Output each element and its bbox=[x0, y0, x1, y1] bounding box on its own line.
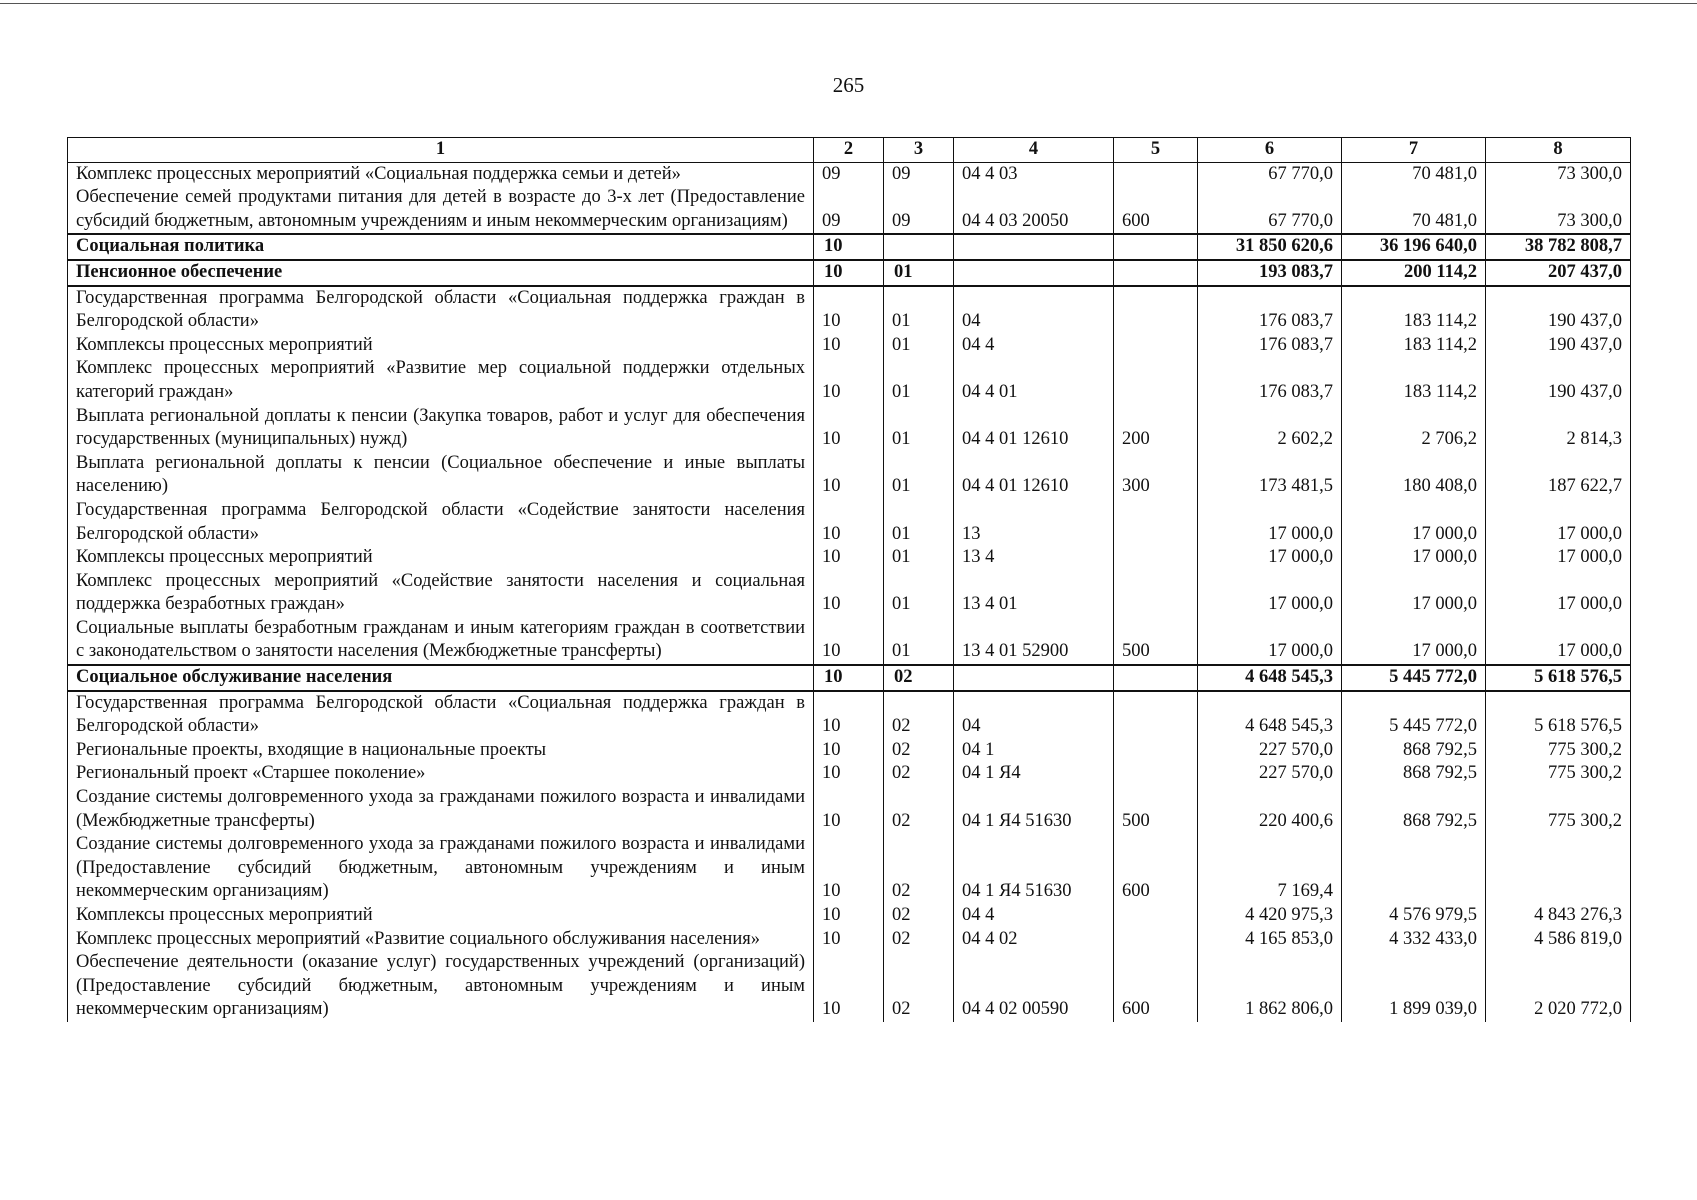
row-name: Создание системы долговременного ухода за гражданами пожилого возраста и инвалидами (Предоставление субсидий бюджетным, автономным учреждениям и иным некоммерческим организациям) bbox=[68, 833, 814, 904]
expense-type-code bbox=[1114, 928, 1198, 952]
table-row bbox=[68, 928, 1631, 952]
amount-col-8: 4 586 819,0 bbox=[1486, 928, 1631, 952]
amount-col-6: 31 850 620,6 bbox=[1198, 234, 1342, 260]
section-code: 10 bbox=[814, 691, 884, 739]
amount-col-8: 17 000,0 bbox=[1486, 499, 1631, 546]
subsection-code: 09 bbox=[884, 162, 954, 186]
target-article-code: 04 4 01 12610 bbox=[954, 405, 1114, 452]
row-name: Создание системы долговременного ухода за гражданами пожилого возраста и инвалидами (Межбюджетные трансферты) bbox=[68, 786, 814, 833]
table-body bbox=[68, 162, 1631, 1022]
table-row bbox=[68, 357, 1631, 404]
target-article-code: 04 4 bbox=[954, 904, 1114, 928]
row-name: Социальная политика bbox=[68, 234, 814, 260]
amount-col-6: 17 000,0 bbox=[1198, 570, 1342, 617]
table-row bbox=[68, 691, 1631, 739]
amount-col-8: 2 020 772,0 bbox=[1486, 951, 1631, 1022]
header-cell: 3 bbox=[884, 138, 954, 163]
amount-col-7: 200 114,2 bbox=[1342, 260, 1486, 286]
amount-col-7: 183 114,2 bbox=[1342, 357, 1486, 404]
amount-col-7: 17 000,0 bbox=[1342, 499, 1486, 546]
header-cell: 8 bbox=[1486, 138, 1631, 163]
section-row bbox=[68, 260, 1631, 286]
row-name: Государственная программа Белгородской области «Содействие занятости населения Белгородской области» bbox=[68, 499, 814, 546]
amount-col-7: 17 000,0 bbox=[1342, 570, 1486, 617]
section-row bbox=[68, 665, 1631, 691]
expense-type-code bbox=[1114, 499, 1198, 546]
amount-col-8: 73 300,0 bbox=[1486, 186, 1631, 234]
amount-col-7: 4 332 433,0 bbox=[1342, 928, 1486, 952]
amount-col-6: 173 481,5 bbox=[1198, 452, 1342, 499]
target-article-code: 13 4 01 52900 bbox=[954, 617, 1114, 665]
expense-type-code bbox=[1114, 904, 1198, 928]
section-code: 10 bbox=[814, 286, 884, 334]
row-name: Региональные проекты, входящие в национальные проекты bbox=[68, 739, 814, 763]
subsection-code: 01 bbox=[884, 499, 954, 546]
amount-col-7: 70 481,0 bbox=[1342, 162, 1486, 186]
row-name: Пенсионное обеспечение bbox=[68, 260, 814, 286]
target-article-code: 04 4 03 20050 bbox=[954, 186, 1114, 234]
section-code: 10 bbox=[814, 234, 884, 260]
amount-col-6: 4 165 853,0 bbox=[1198, 928, 1342, 952]
subsection-code: 01 bbox=[884, 405, 954, 452]
expense-type-code bbox=[1114, 286, 1198, 334]
subsection-code: 01 bbox=[884, 570, 954, 617]
table-row bbox=[68, 334, 1631, 358]
target-article-code: 04 4 02 00590 bbox=[954, 951, 1114, 1022]
amount-col-6: 17 000,0 bbox=[1198, 546, 1342, 570]
header-row bbox=[68, 138, 1631, 163]
table-row bbox=[68, 186, 1631, 234]
budget-table bbox=[67, 137, 1631, 1022]
amount-col-8: 207 437,0 bbox=[1486, 260, 1631, 286]
table-row bbox=[68, 833, 1631, 904]
target-article-code: 04 4 01 bbox=[954, 357, 1114, 404]
amount-col-7: 36 196 640,0 bbox=[1342, 234, 1486, 260]
target-article-code: 04 1 Я4 bbox=[954, 762, 1114, 786]
expense-type-code bbox=[1114, 665, 1198, 691]
amount-col-6: 4 648 545,3 bbox=[1198, 665, 1342, 691]
amount-col-8: 17 000,0 bbox=[1486, 617, 1631, 665]
header-cell: 6 bbox=[1198, 138, 1342, 163]
row-name: Государственная программа Белгородской области «Социальная поддержка граждан в Белгородской области» bbox=[68, 286, 814, 334]
amount-col-8: 190 437,0 bbox=[1486, 334, 1631, 358]
table-row bbox=[68, 762, 1631, 786]
target-article-code: 04 1 Я4 51630 bbox=[954, 833, 1114, 904]
amount-col-7: 868 792,5 bbox=[1342, 739, 1486, 763]
expense-type-code bbox=[1114, 260, 1198, 286]
expense-type-code bbox=[1114, 546, 1198, 570]
table-row bbox=[68, 405, 1631, 452]
subsection-code: 02 bbox=[884, 928, 954, 952]
amount-col-8 bbox=[1486, 833, 1631, 904]
row-name: Комплекс процессных мероприятий «Содействие занятости населения и социальная поддержка безработных граждан» bbox=[68, 570, 814, 617]
expense-type-code bbox=[1114, 570, 1198, 617]
subsection-code: 02 bbox=[884, 691, 954, 739]
subsection-code: 09 bbox=[884, 186, 954, 234]
amount-col-6: 176 083,7 bbox=[1198, 334, 1342, 358]
section-code: 10 bbox=[814, 665, 884, 691]
subsection-code: 01 bbox=[884, 617, 954, 665]
table-row bbox=[68, 499, 1631, 546]
amount-col-8: 73 300,0 bbox=[1486, 162, 1631, 186]
target-article-code bbox=[954, 234, 1114, 260]
table-row bbox=[68, 546, 1631, 570]
amount-col-7: 17 000,0 bbox=[1342, 546, 1486, 570]
amount-col-6: 17 000,0 bbox=[1198, 499, 1342, 546]
section-code: 10 bbox=[814, 499, 884, 546]
amount-col-8: 5 618 576,5 bbox=[1486, 691, 1631, 739]
amount-col-8: 190 437,0 bbox=[1486, 357, 1631, 404]
target-article-code: 04 4 bbox=[954, 334, 1114, 358]
row-name: Комплекс процессных мероприятий «Социальная поддержка семьи и детей» bbox=[68, 162, 814, 186]
amount-col-8: 17 000,0 bbox=[1486, 546, 1631, 570]
amount-col-6: 227 570,0 bbox=[1198, 762, 1342, 786]
expense-type-code bbox=[1114, 739, 1198, 763]
expense-type-code: 600 bbox=[1114, 186, 1198, 234]
row-name: Социальные выплаты безработным гражданам и иным категориям граждан в соответствии с законодательством о занятости населения (Межбюджетные трансферты) bbox=[68, 617, 814, 665]
table-row bbox=[68, 286, 1631, 334]
expense-type-code: 500 bbox=[1114, 786, 1198, 833]
expense-type-code: 600 bbox=[1114, 833, 1198, 904]
table-row bbox=[68, 162, 1631, 186]
amount-col-6: 1 862 806,0 bbox=[1198, 951, 1342, 1022]
amount-col-6: 176 083,7 bbox=[1198, 286, 1342, 334]
section-code: 10 bbox=[814, 904, 884, 928]
amount-col-7: 1 899 039,0 bbox=[1342, 951, 1486, 1022]
section-code: 10 bbox=[814, 786, 884, 833]
section-code: 10 bbox=[814, 452, 884, 499]
subsection-code: 02 bbox=[884, 951, 954, 1022]
expense-type-code bbox=[1114, 762, 1198, 786]
amount-col-7: 180 408,0 bbox=[1342, 452, 1486, 499]
section-code: 10 bbox=[814, 570, 884, 617]
section-code: 10 bbox=[814, 951, 884, 1022]
amount-col-8: 17 000,0 bbox=[1486, 570, 1631, 617]
target-article-code: 04 1 Я4 51630 bbox=[954, 786, 1114, 833]
amount-col-7: 5 445 772,0 bbox=[1342, 665, 1486, 691]
expense-type-code bbox=[1114, 162, 1198, 186]
table-row bbox=[68, 452, 1631, 499]
amount-col-6: 176 083,7 bbox=[1198, 357, 1342, 404]
target-article-code: 04 4 01 12610 bbox=[954, 452, 1114, 499]
subsection-code: 01 bbox=[884, 260, 954, 286]
amount-col-7: 4 576 979,5 bbox=[1342, 904, 1486, 928]
section-code: 10 bbox=[814, 260, 884, 286]
amount-col-7 bbox=[1342, 833, 1486, 904]
row-name: Обеспечение деятельности (оказание услуг) государственных учреждений (организаций) (Предоставление субсидий бюджетным, автономным учреждениям и иным некоммерческим организациям) bbox=[68, 951, 814, 1022]
amount-col-7: 70 481,0 bbox=[1342, 186, 1486, 234]
subsection-code: 02 bbox=[884, 739, 954, 763]
table-row bbox=[68, 786, 1631, 833]
amount-col-7: 183 114,2 bbox=[1342, 286, 1486, 334]
row-name: Комплексы процессных мероприятий bbox=[68, 546, 814, 570]
amount-col-7: 17 000,0 bbox=[1342, 617, 1486, 665]
subsection-code: 01 bbox=[884, 357, 954, 404]
target-article-code: 04 1 bbox=[954, 739, 1114, 763]
header-cell: 1 bbox=[68, 138, 814, 163]
amount-col-8: 775 300,2 bbox=[1486, 739, 1631, 763]
amount-col-6: 7 169,4 bbox=[1198, 833, 1342, 904]
expense-type-code: 600 bbox=[1114, 951, 1198, 1022]
subsection-code: 02 bbox=[884, 762, 954, 786]
section-code: 09 bbox=[814, 186, 884, 234]
row-name: Региональный проект «Старшее поколение» bbox=[68, 762, 814, 786]
target-article-code: 04 4 02 bbox=[954, 928, 1114, 952]
amount-col-6: 227 570,0 bbox=[1198, 739, 1342, 763]
table-row bbox=[68, 617, 1631, 665]
section-code: 10 bbox=[814, 833, 884, 904]
amount-col-6: 193 083,7 bbox=[1198, 260, 1342, 286]
amount-col-7: 183 114,2 bbox=[1342, 334, 1486, 358]
section-code: 10 bbox=[814, 405, 884, 452]
section-code: 10 bbox=[814, 334, 884, 358]
subsection-code: 01 bbox=[884, 334, 954, 358]
amount-col-7: 868 792,5 bbox=[1342, 762, 1486, 786]
amount-col-6: 17 000,0 bbox=[1198, 617, 1342, 665]
expense-type-code bbox=[1114, 234, 1198, 260]
subsection-code: 02 bbox=[884, 665, 954, 691]
table-row bbox=[68, 570, 1631, 617]
target-article-code bbox=[954, 260, 1114, 286]
target-article-code: 04 4 03 bbox=[954, 162, 1114, 186]
amount-col-6: 4 420 975,3 bbox=[1198, 904, 1342, 928]
row-name: Выплата региональной доплаты к пенсии (Закупка товаров, работ и услуг для обеспечения государственных (муниципальных) нужд) bbox=[68, 405, 814, 452]
row-name: Комплексы процессных мероприятий bbox=[68, 904, 814, 928]
row-name: Выплата региональной доплаты к пенсии (Социальное обеспечение и иные выплаты населению) bbox=[68, 452, 814, 499]
target-article-code bbox=[954, 665, 1114, 691]
expense-type-code: 300 bbox=[1114, 452, 1198, 499]
subsection-code bbox=[884, 234, 954, 260]
target-article-code: 04 bbox=[954, 691, 1114, 739]
expense-type-code bbox=[1114, 334, 1198, 358]
target-article-code: 13 bbox=[954, 499, 1114, 546]
amount-col-8: 5 618 576,5 bbox=[1486, 665, 1631, 691]
row-name: Государственная программа Белгородской области «Социальная поддержка граждан в Белгородской области» bbox=[68, 691, 814, 739]
subsection-code: 01 bbox=[884, 452, 954, 499]
page-number: 265 bbox=[832, 73, 865, 97]
header-cell: 4 bbox=[954, 138, 1114, 163]
section-code: 10 bbox=[814, 928, 884, 952]
top-rule bbox=[0, 3, 1697, 4]
header-cell: 2 bbox=[814, 138, 884, 163]
expense-type-code bbox=[1114, 691, 1198, 739]
row-name: Комплексы процессных мероприятий bbox=[68, 334, 814, 358]
row-name: Комплекс процессных мероприятий «Развитие социального обслуживания населения» bbox=[68, 928, 814, 952]
subsection-code: 01 bbox=[884, 546, 954, 570]
amount-col-7: 868 792,5 bbox=[1342, 786, 1486, 833]
amount-col-7: 5 445 772,0 bbox=[1342, 691, 1486, 739]
row-name: Социальное обслуживание населения bbox=[68, 665, 814, 691]
subsection-code: 02 bbox=[884, 904, 954, 928]
amount-col-8: 775 300,2 bbox=[1486, 762, 1631, 786]
section-code: 09 bbox=[814, 162, 884, 186]
section-code: 10 bbox=[814, 762, 884, 786]
amount-col-7: 2 706,2 bbox=[1342, 405, 1486, 452]
table-row bbox=[68, 739, 1631, 763]
target-article-code: 13 4 01 bbox=[954, 570, 1114, 617]
header-cell: 7 bbox=[1342, 138, 1486, 163]
table-row bbox=[68, 951, 1631, 1022]
expense-type-code: 500 bbox=[1114, 617, 1198, 665]
amount-col-8: 4 843 276,3 bbox=[1486, 904, 1631, 928]
target-article-code: 13 4 bbox=[954, 546, 1114, 570]
amount-col-8: 38 782 808,7 bbox=[1486, 234, 1631, 260]
amount-col-8: 187 622,7 bbox=[1486, 452, 1631, 499]
amount-col-8: 775 300,2 bbox=[1486, 786, 1631, 833]
header-cell: 5 bbox=[1114, 138, 1198, 163]
expense-type-code: 200 bbox=[1114, 405, 1198, 452]
amount-col-6: 67 770,0 bbox=[1198, 162, 1342, 186]
row-name: Комплекс процессных мероприятий «Развитие мер социальной поддержки отдельных категорий граждан» bbox=[68, 357, 814, 404]
amount-col-6: 2 602,2 bbox=[1198, 405, 1342, 452]
amount-col-8: 2 814,3 bbox=[1486, 405, 1631, 452]
amount-col-6: 4 648 545,3 bbox=[1198, 691, 1342, 739]
row-name: Обеспечение семей продуктами питания для детей в возрасте до 3-х лет (Предоставление субсидий бюджетным, автономным учреждениям и иным некоммерческим организациям) bbox=[68, 186, 814, 234]
section-row bbox=[68, 234, 1631, 260]
amount-col-6: 67 770,0 bbox=[1198, 186, 1342, 234]
section-code: 10 bbox=[814, 357, 884, 404]
section-code: 10 bbox=[814, 739, 884, 763]
section-code: 10 bbox=[814, 617, 884, 665]
target-article-code: 04 bbox=[954, 286, 1114, 334]
subsection-code: 01 bbox=[884, 286, 954, 334]
table-row bbox=[68, 904, 1631, 928]
amount-col-8: 190 437,0 bbox=[1486, 286, 1631, 334]
subsection-code: 02 bbox=[884, 833, 954, 904]
subsection-code: 02 bbox=[884, 786, 954, 833]
expense-type-code bbox=[1114, 357, 1198, 404]
amount-col-6: 220 400,6 bbox=[1198, 786, 1342, 833]
section-code: 10 bbox=[814, 546, 884, 570]
